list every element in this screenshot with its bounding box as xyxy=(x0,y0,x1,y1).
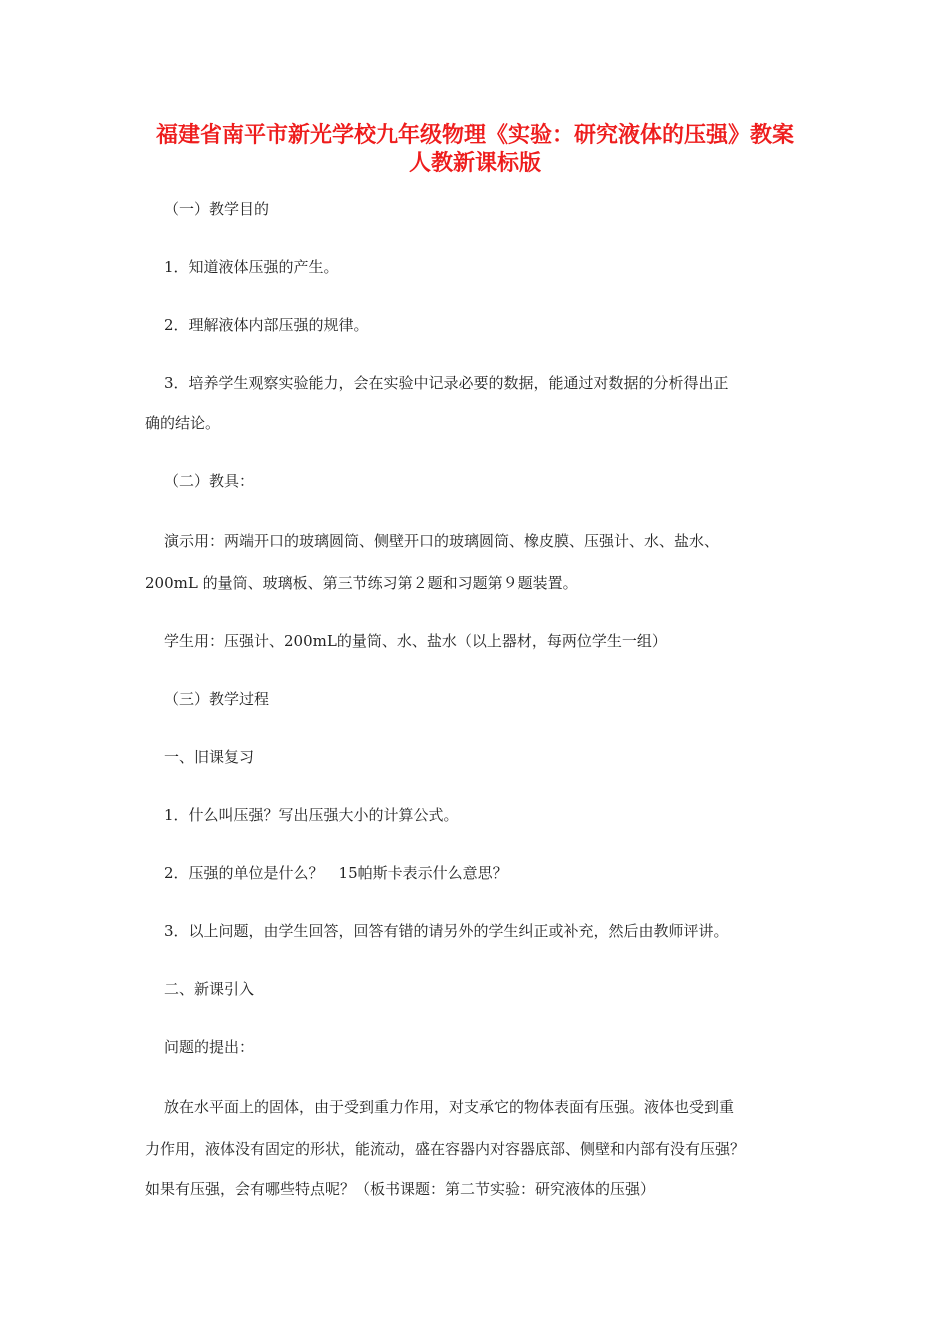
question-heading: 问题的提出： xyxy=(164,1038,255,1056)
intro-paragraph-line-3: 如果有压强，会有哪些特点呢？（板书课题：第二节实验：研究液体的压强） xyxy=(145,1180,656,1198)
review-heading: 一、旧课复习 xyxy=(164,748,255,766)
intro-paragraph-line-2: 力作用，液体没有固定的形状，能流动，盛在容器内对容器底部、侧壁和内部有没有压强？ xyxy=(145,1140,746,1158)
section-heading-objectives: （一）教学目的 xyxy=(164,200,270,218)
student-materials: 学生用：压强计、200mL的量筒、水、盐水（以上器材，每两位学生一组） xyxy=(164,632,667,650)
review-question-3: 3．以上问题，由学生回答，回答有错的请另外的学生纠正或补充，然后由教师评讲。 xyxy=(164,922,729,940)
objective-2: 2．理解液体内部压强的规律。 xyxy=(164,316,369,334)
intro-paragraph-line-1: 放在水平面上的固体，由于受到重力作用，对支承它的物体表面有压强。液体也受到重 xyxy=(164,1098,735,1116)
review-question-2: 2．压强的单位是什么？ 15帕斯卡表示什么意思？ xyxy=(164,864,508,882)
intro-heading: 二、新课引入 xyxy=(164,980,255,998)
demo-materials-line-2: 200mL 的量筒、玻璃板、第三节练习第２题和习题第９题装置。 xyxy=(145,574,578,592)
review-question-1: 1．什么叫压强？写出压强大小的计算公式。 xyxy=(164,806,459,824)
section-heading-process: （三）教学过程 xyxy=(164,690,270,708)
title-line-2: 人教新课标版 xyxy=(408,150,541,176)
demo-materials-line-1: 演示用：两端开口的玻璃圆筒、侧壁开口的玻璃圆筒、橡皮膜、压强计、水、盐水、 xyxy=(164,532,720,550)
objective-1: 1．知道液体压强的产生。 xyxy=(164,258,339,276)
objective-3-line-2: 确的结论。 xyxy=(145,414,221,432)
section-heading-materials: （二）教具： xyxy=(164,472,255,490)
title-line-1: 福建省南平市新光学校九年级物理《实验：研究液体的压强》教案 xyxy=(155,122,794,148)
objective-3-line-1: 3．培养学生观察实验能力，会在实验中记录必要的数据，能通过对数据的分析得出正 xyxy=(164,374,729,392)
